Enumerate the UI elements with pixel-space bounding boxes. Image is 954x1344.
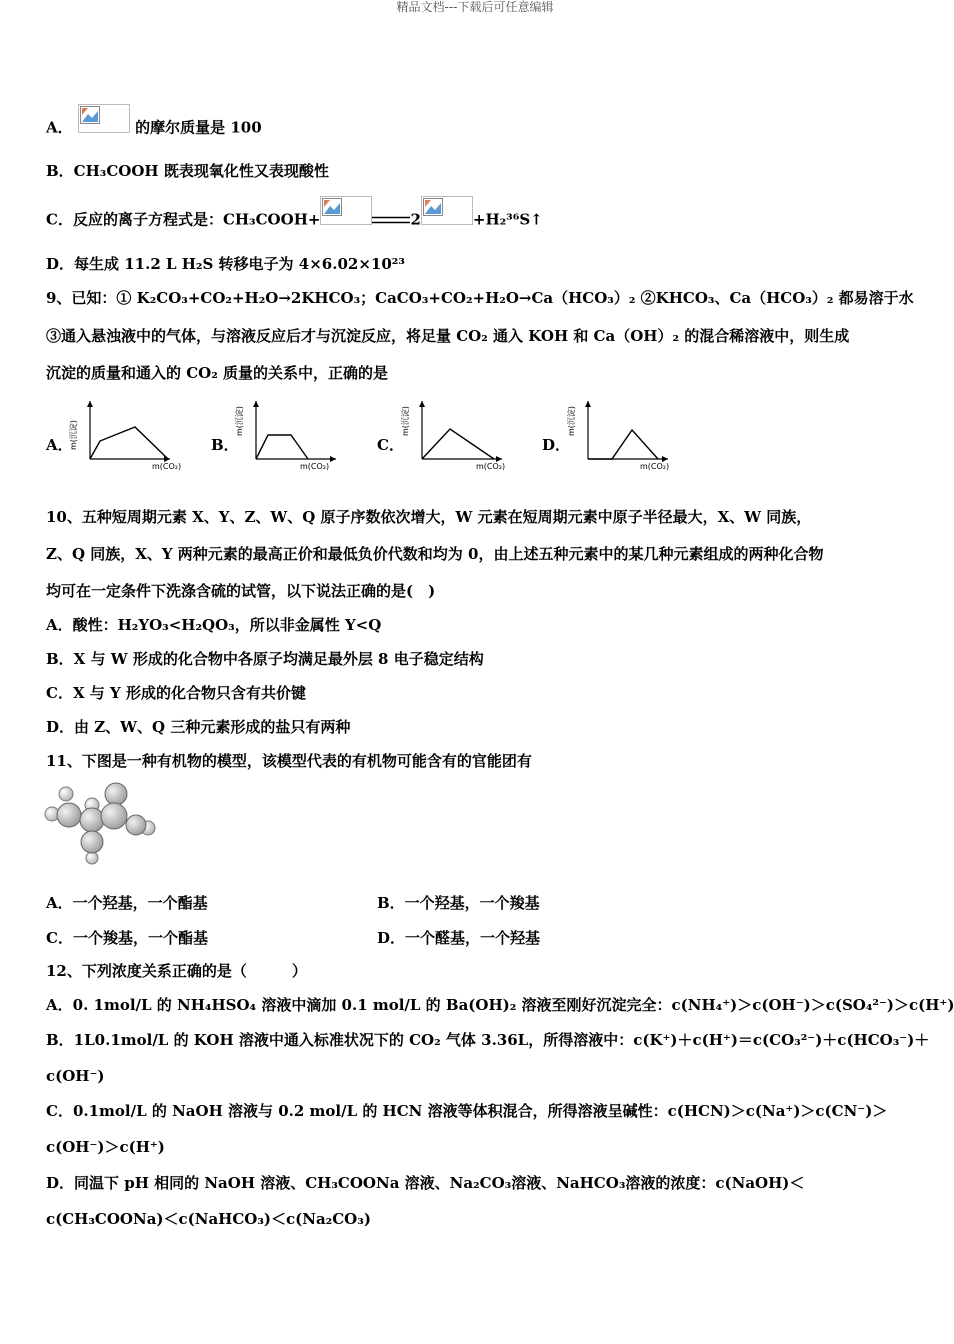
option-c-line bbox=[46, 206, 543, 235]
broken-image-icon bbox=[320, 196, 372, 225]
option-c-coef: 2 bbox=[410, 210, 421, 229]
q9-line-3: 沉淀的质量和通入的 CO₂ 质量的关系中，正确的是 bbox=[46, 364, 389, 382]
option-a-label: A． bbox=[46, 118, 73, 137]
q10-line-1: 10、五种短周期元素 X、Y、Z、W、Q 原子序数依次增大，W 元素在短周期元素中原子半径最大，X、W 同族， bbox=[46, 508, 812, 526]
page-header: 精品文档---下载后可任意编辑 bbox=[396, 0, 554, 14]
option-a-line bbox=[46, 114, 262, 143]
q10-option-b: B．X 与 W 形成的化合物中各原子均满足最外层 8 电子稳定结构 bbox=[46, 650, 484, 668]
svg-text:m(CO₂): m(CO₂) bbox=[640, 462, 670, 471]
graph-a bbox=[70, 397, 180, 472]
svg-text:m(沉淀): m(沉淀) bbox=[69, 419, 78, 451]
graph-b-label: B． bbox=[211, 436, 239, 454]
graph-c-label: C． bbox=[377, 436, 404, 454]
molecule-model-image bbox=[44, 780, 160, 870]
option-c-text-left: C．反应的离子方程式是：CH₃COOH+ bbox=[46, 210, 321, 229]
q12-option-d-2: c(CH₃COONa)＜c(NaHCO₃)＜c(Na₂CO₃) bbox=[46, 1210, 371, 1228]
q10-option-a: A．酸性：H₂YO₃<H₂QO₃，所以非金属性 Y<Q bbox=[46, 616, 382, 634]
option-d-line: D．每生成 11.2 L H₂S 转移电子为 4×6.02×10²³ bbox=[46, 255, 405, 273]
svg-text:m(沉淀): m(沉淀) bbox=[567, 405, 576, 437]
q11-line: 11、下图是一种有机物的模型，该模型代表的有机物可能含有的官能团有 bbox=[46, 752, 532, 770]
broken-image-icon bbox=[78, 104, 130, 133]
option-a-text: 的摩尔质量是 100 bbox=[135, 118, 262, 137]
graph-d-label: D． bbox=[542, 436, 571, 454]
q12-line: 12、下列浓度关系正确的是（ ） bbox=[46, 962, 307, 980]
q11-option-b: B．一个羟基，一个羧基 bbox=[377, 894, 540, 912]
graph-a-label: A． bbox=[46, 436, 73, 454]
q12-option-d-1: D．同温下 pH 相同的 NaOH 溶液、CH₃COONa 溶液、Na₂CO₃溶液、NaHCO₃溶液的浓度：c(NaOH)＜ bbox=[46, 1174, 805, 1192]
option-c-text-right: +H₂³⁶S↑ bbox=[472, 210, 543, 229]
q10-option-d: D．由 Z、W、Q 三种元素形成的盐只有两种 bbox=[46, 718, 351, 736]
q12-option-b-1: B．1L0.1mol/L 的 KOH 溶液中通入标准状况下的 CO₂ 气体 3.36L，所得溶液中：c(K⁺)＋c(H⁺)＝c(CO₃²⁻)＋c(HCO₃⁻)＋ bbox=[46, 1031, 930, 1049]
q12-option-b-2: c(OH⁻) bbox=[46, 1067, 105, 1085]
q9-line-2: ③通入悬浊液中的气体，与溶液反应后才与沉淀反应，将足量 CO₂ 通入 KOH 和 Ca（OH）₂ 的混合稀溶液中，则生成 bbox=[46, 327, 850, 345]
graph-b bbox=[236, 397, 346, 472]
q12-option-c-1: C．0.1mol/L 的 NaOH 溶液与 0.2 mol/L 的 HCN 溶液等体积混合，所得溶液呈碱性：c(HCN)＞c(Na⁺)＞c(CN⁻)＞ bbox=[46, 1102, 888, 1120]
svg-text:m(CO₂): m(CO₂) bbox=[152, 462, 182, 471]
q12-option-a: A．0. 1mol/L 的 NH₄HSO₄ 溶液中滴加 0.1 mol/L 的 Ba(OH)₂ 溶液至刚好沉淀完全：c(NH₄⁺)＞c(OH⁻)＞c(SO₄²⁻)＞c(H⁺) bbox=[46, 996, 954, 1014]
equals-sign bbox=[372, 209, 410, 229]
q11-option-d: D．一个醛基，一个羟基 bbox=[377, 929, 541, 947]
option-b-line: B．CH₃COOH 既表现氧化性又表现酸性 bbox=[46, 162, 329, 180]
q12-option-c-2: c(OH⁻)＞c(H⁺) bbox=[46, 1138, 165, 1156]
q10-option-c: C．X 与 Y 形成的化合物只含有共价键 bbox=[46, 684, 306, 702]
q9-line-1: 9、已知：① K₂CO₃+CO₂+H₂O→2KHCO₃；CaCO₃+CO₂+H₂O→Ca（HCO₃）₂ ②KHCO₃、Ca（HCO₃）₂ 都易溶于水 bbox=[46, 289, 914, 307]
svg-text:m(沉淀): m(沉淀) bbox=[235, 405, 244, 437]
svg-text:m(CO₂): m(CO₂) bbox=[476, 462, 506, 471]
q10-line-3: 均可在一定条件下洗涤含硫的试管，以下说法正确的是( ) bbox=[46, 582, 436, 600]
q11-option-a: A．一个羟基，一个酯基 bbox=[46, 894, 208, 912]
svg-text:m(CO₂): m(CO₂) bbox=[300, 462, 330, 471]
q10-line-2: Z、Q 同族，X、Y 两种元素的最高正价和最低负价代数和均为 0，由上述五种元素中的某几种元素组成的两种化合物 bbox=[46, 545, 824, 563]
svg-text:m(沉淀): m(沉淀) bbox=[401, 405, 410, 437]
broken-image-icon bbox=[421, 196, 473, 225]
graph-c bbox=[402, 397, 512, 472]
graph-d bbox=[568, 397, 678, 472]
q11-option-c: C．一个羧基，一个酯基 bbox=[46, 929, 208, 947]
